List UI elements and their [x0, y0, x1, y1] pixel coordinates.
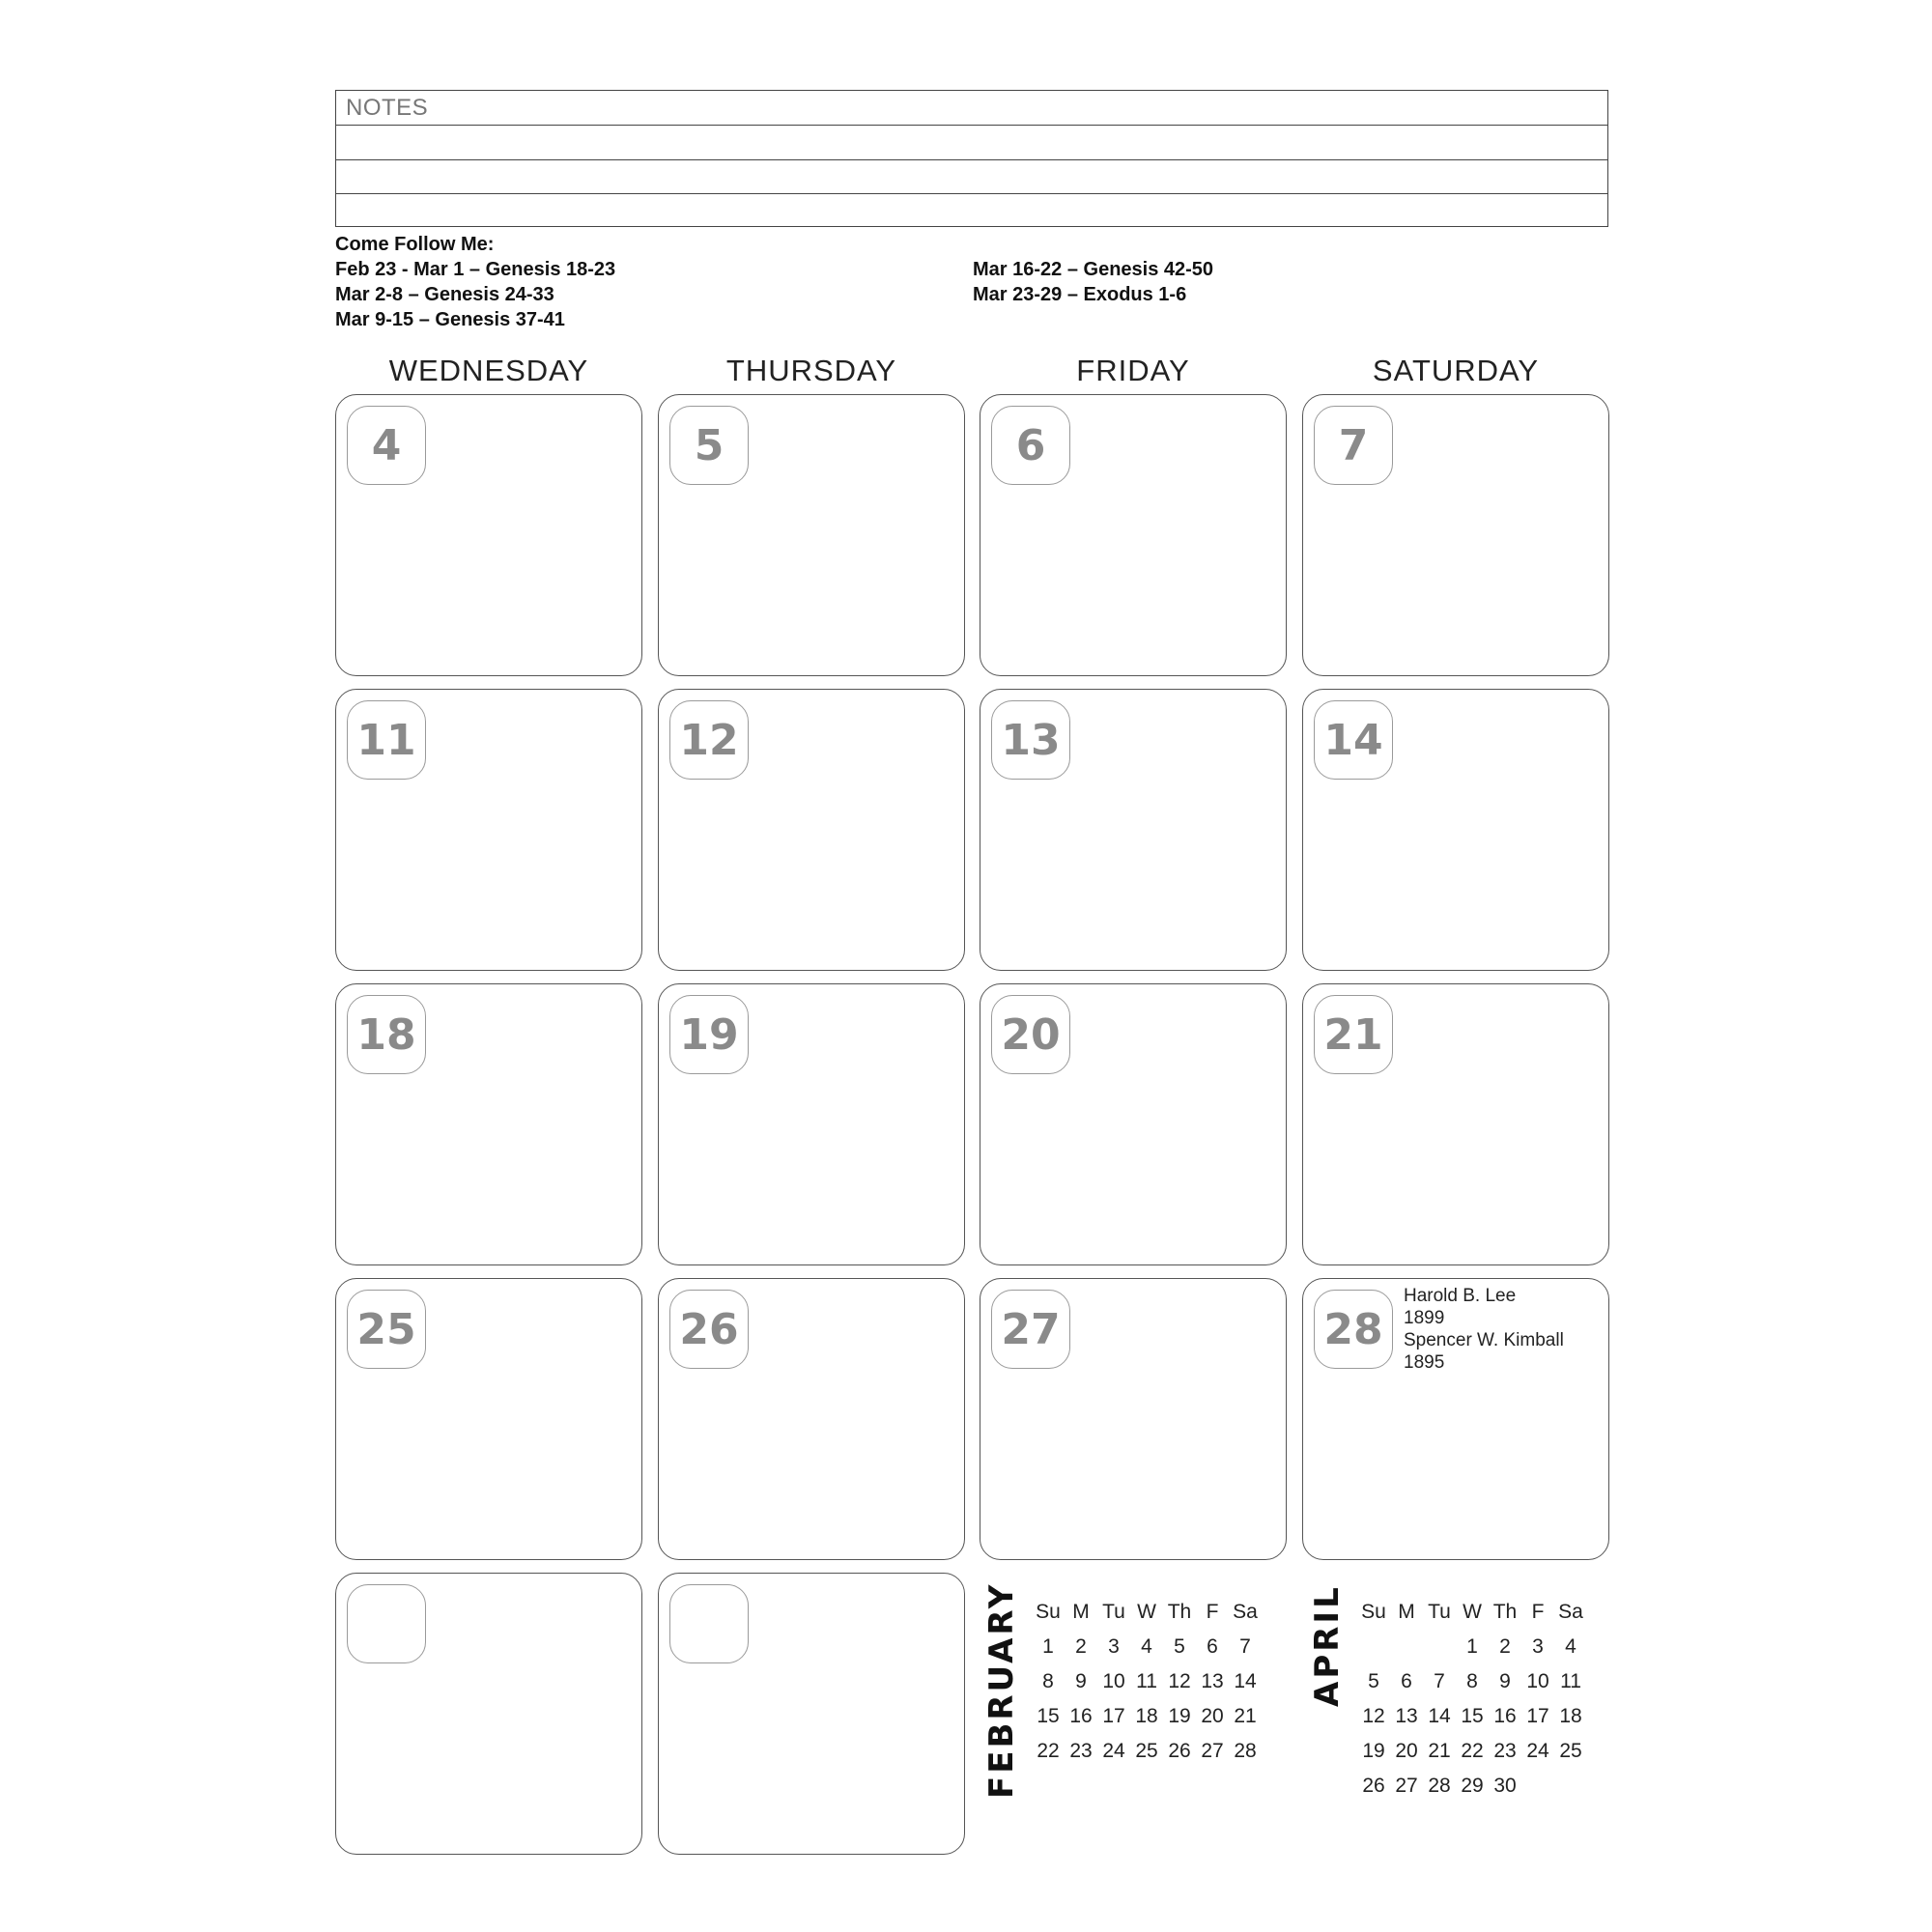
mini-day: 22 — [1037, 1740, 1060, 1762]
mini-calendar-february-title: FEBRUARY — [982, 1581, 1021, 1799]
weekday-label: W — [1137, 1601, 1156, 1623]
mini-day: 16 — [1493, 1705, 1517, 1727]
mini-day: 21 — [1428, 1740, 1451, 1762]
cfm-schedule-item: Mar 9-15 – Genesis 37-41 — [335, 309, 565, 330]
mini-day: 13 — [1395, 1705, 1418, 1727]
day-cell[interactable] — [658, 394, 965, 676]
day-number: 12 — [669, 700, 749, 780]
cfm-schedule-item: Mar 16-22 – Genesis 42-50 — [973, 259, 1214, 280]
mini-day: 25 — [1135, 1740, 1158, 1762]
mini-day: 4 — [1141, 1635, 1152, 1658]
notes-line — [336, 125, 1607, 126]
mini-day: 10 — [1102, 1670, 1125, 1692]
mini-day: 3 — [1108, 1635, 1120, 1658]
day-cell[interactable] — [980, 394, 1287, 676]
weekday-label: Th — [1492, 1601, 1518, 1623]
day-number: 19 — [669, 995, 749, 1074]
day-cell[interactable] — [658, 1573, 965, 1855]
weekday-label: Th — [1167, 1601, 1192, 1623]
cfm-schedule-item: Mar 23-29 – Exodus 1-6 — [973, 284, 1187, 305]
mini-day: 30 — [1493, 1775, 1517, 1797]
notes-line — [336, 159, 1607, 160]
mini-day: 24 — [1526, 1740, 1549, 1762]
cfm-schedule-item: Feb 23 - Mar 1 – Genesis 18-23 — [335, 259, 616, 280]
mini-day: 18 — [1559, 1705, 1582, 1727]
mini-day: 15 — [1037, 1705, 1060, 1727]
mini-calendar-april-title: APRIL — [1308, 1584, 1347, 1707]
event-text: 1899 — [1404, 1308, 1445, 1328]
weekday-label: Tu — [1428, 1601, 1451, 1623]
mini-day: 2 — [1499, 1635, 1511, 1658]
day-number: 26 — [669, 1290, 749, 1369]
mini-day: 12 — [1362, 1705, 1385, 1727]
mini-day: 12 — [1168, 1670, 1191, 1692]
day-header-wednesday: WEDNESDAY — [388, 354, 589, 387]
mini-day: 3 — [1532, 1635, 1544, 1658]
day-number: 20 — [991, 995, 1070, 1074]
day-number: 6 — [991, 406, 1070, 485]
mini-day: 27 — [1395, 1775, 1418, 1797]
mini-day: 1 — [1466, 1635, 1478, 1658]
mini-day: 22 — [1461, 1740, 1484, 1762]
day-cell[interactable] — [335, 1278, 642, 1560]
mini-day: 18 — [1135, 1705, 1158, 1727]
day-number — [669, 1584, 749, 1663]
notes-label: NOTES — [346, 95, 429, 121]
weekday-label: F — [1206, 1601, 1219, 1623]
day-header-saturday: SATURDAY — [1372, 354, 1540, 387]
day-cell[interactable] — [335, 983, 642, 1265]
day-number: 28 — [1314, 1290, 1393, 1369]
mini-day: 27 — [1201, 1740, 1224, 1762]
mini-day: 14 — [1234, 1670, 1257, 1692]
weekday-label: Su — [1361, 1601, 1386, 1623]
day-number: 27 — [991, 1290, 1070, 1369]
mini-day: 17 — [1526, 1705, 1549, 1727]
mini-day: 5 — [1368, 1670, 1379, 1692]
day-header-thursday: THURSDAY — [725, 354, 897, 387]
mini-day: 17 — [1102, 1705, 1125, 1727]
day-header-friday: FRIDAY — [1076, 354, 1190, 387]
mini-day: 8 — [1466, 1670, 1478, 1692]
day-number: 25 — [347, 1290, 426, 1369]
mini-day: 1 — [1042, 1635, 1054, 1658]
day-cell[interactable] — [980, 1278, 1287, 1560]
mini-day: 2 — [1075, 1635, 1087, 1658]
mini-day: 20 — [1395, 1740, 1418, 1762]
day-number: 13 — [991, 700, 1070, 780]
notes-box[interactable] — [335, 90, 1608, 227]
day-number: 14 — [1314, 700, 1393, 780]
event-text: 1895 — [1404, 1352, 1445, 1373]
weekday-label: Sa — [1558, 1601, 1583, 1623]
weekday-label: M — [1072, 1601, 1090, 1623]
day-cell[interactable] — [335, 394, 642, 676]
day-number — [347, 1584, 426, 1663]
weekday-label: W — [1463, 1601, 1482, 1623]
cfm-schedule-item: Mar 2-8 – Genesis 24-33 — [335, 284, 554, 305]
day-number: 5 — [669, 406, 749, 485]
mini-day: 14 — [1428, 1705, 1451, 1727]
day-number: 21 — [1314, 995, 1393, 1074]
mini-day: 19 — [1362, 1740, 1385, 1762]
mini-day: 20 — [1201, 1705, 1224, 1727]
event-text: Harold B. Lee — [1404, 1286, 1517, 1306]
mini-day: 16 — [1069, 1705, 1093, 1727]
mini-day: 6 — [1207, 1635, 1218, 1658]
day-cell[interactable] — [658, 1278, 965, 1560]
mini-day: 29 — [1461, 1775, 1484, 1797]
mini-day: 7 — [1239, 1635, 1251, 1658]
mini-day: 21 — [1234, 1705, 1257, 1727]
mini-day: 6 — [1401, 1670, 1412, 1692]
day-cell[interactable] — [980, 983, 1287, 1265]
mini-day: 25 — [1559, 1740, 1582, 1762]
day-number: 4 — [347, 406, 426, 485]
weekday-label: Tu — [1102, 1601, 1125, 1623]
day-cell[interactable] — [980, 689, 1287, 971]
mini-day: 19 — [1168, 1705, 1191, 1727]
mini-day: 11 — [1136, 1670, 1157, 1692]
mini-day: 9 — [1499, 1670, 1511, 1692]
day-cell[interactable] — [1302, 1278, 1609, 1560]
day-number: 7 — [1314, 406, 1393, 485]
mini-day: 7 — [1434, 1670, 1445, 1692]
day-cell[interactable] — [335, 689, 642, 971]
day-events — [1404, 1285, 1564, 1374]
day-cell[interactable] — [658, 689, 965, 971]
mini-day: 8 — [1042, 1670, 1054, 1692]
day-cell[interactable] — [1302, 394, 1609, 676]
come-follow-me-title: Come Follow Me: — [335, 234, 495, 255]
mini-day: 5 — [1174, 1635, 1185, 1658]
mini-day: 4 — [1565, 1635, 1577, 1658]
day-cell[interactable] — [335, 1573, 642, 1855]
mini-day: 24 — [1102, 1740, 1125, 1762]
mini-day: 28 — [1428, 1775, 1451, 1797]
weekday-label: Sa — [1233, 1601, 1258, 1623]
day-cell[interactable] — [658, 983, 965, 1265]
weekday-label: M — [1398, 1601, 1415, 1623]
mini-day: 23 — [1069, 1740, 1093, 1762]
mini-day: 28 — [1234, 1740, 1257, 1762]
mini-day: 11 — [1560, 1670, 1581, 1692]
mini-day: 9 — [1075, 1670, 1087, 1692]
mini-day: 26 — [1168, 1740, 1191, 1762]
day-number: 18 — [347, 995, 426, 1074]
mini-day: 26 — [1362, 1775, 1385, 1797]
day-number: 11 — [347, 700, 426, 780]
event-text: Spencer W. Kimball — [1404, 1330, 1564, 1350]
mini-day: 10 — [1526, 1670, 1549, 1692]
day-cell[interactable] — [1302, 689, 1609, 971]
day-cell[interactable] — [1302, 983, 1609, 1265]
mini-day: 15 — [1461, 1705, 1484, 1727]
mini-day: 23 — [1493, 1740, 1517, 1762]
mini-day: 13 — [1201, 1670, 1224, 1692]
weekday-label: F — [1531, 1601, 1545, 1623]
notes-line — [336, 193, 1607, 194]
weekday-label: Su — [1036, 1601, 1061, 1623]
